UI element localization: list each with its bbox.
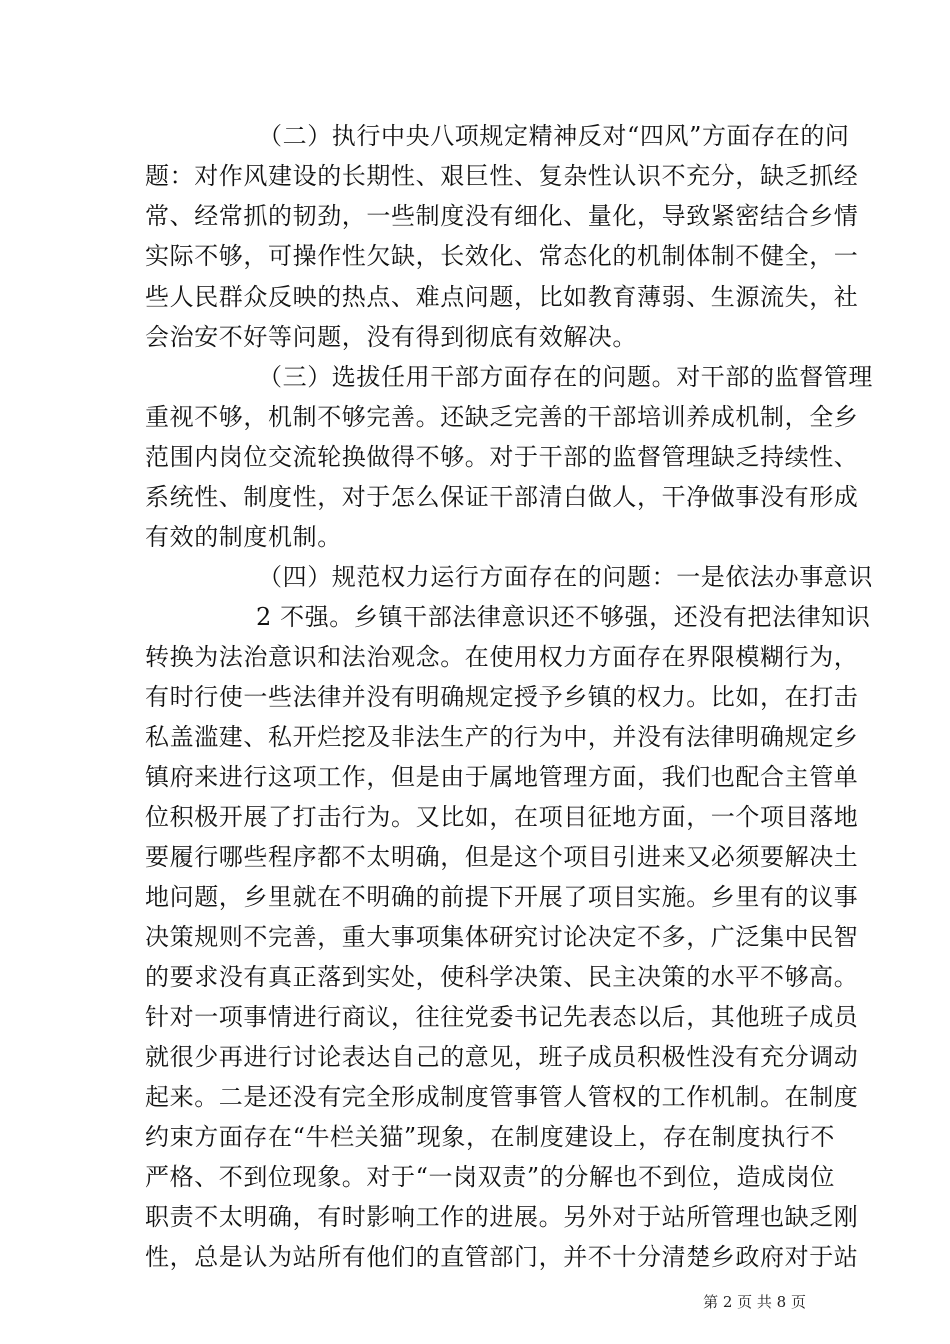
- text-line: 重视不够，机制不够完善。还缺乏完善的干部培训养成机制，全乡: [145, 403, 859, 431]
- text-line: 实际不够，可操作性欠缺，长效化、常态化的机制体制不健全，一: [145, 242, 859, 270]
- text-line: 会治安不好等问题，没有得到彻底有效解决。: [145, 323, 637, 351]
- text-line: 就很少再进行讨论表达自己的意见，班子成员积极性没有充分调动: [145, 1043, 859, 1071]
- text-line: （四）规范权力运行方面存在的问题：一是依法办事意识: [258, 563, 873, 591]
- text-line: 性，总是认为站所有他们的直管部门，并不十分清楚乡政府对于站: [145, 1243, 859, 1271]
- text-line: 约束方面存在“牛栏关猫”现象，在制度建设上，存在制度执行不: [145, 1123, 835, 1151]
- text-line: （三）选拔任用干部方面存在的问题。对干部的监督管理: [258, 363, 873, 391]
- text-line: 系统性、制度性，对于怎么保证干部清白做人，干净做事没有形成: [145, 483, 859, 511]
- text-line: 位积极开展了打击行为。又比如，在项目征地方面，一个项目落地: [145, 803, 859, 831]
- text-line: （二）执行中央八项规定精神反对“四风”方面存在的问: [258, 122, 850, 150]
- text-line: 转换为法治意识和法治观念。在使用权力方面存在界限模糊行为，: [145, 643, 859, 671]
- text-line: 题：对作风建设的长期性、艰巨性、复杂性认识不充分，缺乏抓经: [145, 162, 859, 190]
- text-line: 常、经常抓的韧劲，一些制度没有细化、量化，导致紧密结合乡情: [145, 202, 859, 230]
- text-line: 范围内岗位交流轮换做得不够。对于干部的监督管理缺乏持续性、: [145, 443, 859, 471]
- text-line: 职责不太明确，有时影响工作的进展。另外对于站所管理也缺乏刚: [145, 1203, 859, 1231]
- text-line: 镇府来进行这项工作，但是由于属地管理方面，我们也配合主管单: [145, 763, 859, 791]
- text-line: 针对一项事情进行商议，往往党委书记先表态以后，其他班子成员: [145, 1003, 859, 1031]
- text-line: 地问题，乡里就在不明确的前提下开展了项目实施。乡里有的议事: [145, 883, 859, 911]
- page-number: 第 2 页 共 8 页: [703, 1293, 806, 1311]
- text-line: 起来。二是还没有完全形成制度管事管人管权的工作机制。在制度: [145, 1083, 859, 1111]
- text-line: 些人民群众反映的热点、难点问题，比如教育薄弱、生源流失，社: [145, 283, 859, 311]
- text-line: 有效的制度机制。: [145, 523, 342, 551]
- text-line: 的要求没有真正落到实处，使科学决策、民主决策的水平不够高。: [145, 963, 859, 991]
- text-line: 决策规则不完善，重大事项集体研究讨论决定不多，广泛集中民智: [145, 923, 859, 951]
- text-line: 要履行哪些程序都不太明确，但是这个项目引进来又必须要解决土: [145, 843, 859, 871]
- text-line: 2 不强。乡镇干部法律意识还不够强，还没有把法律知识: [256, 603, 871, 631]
- text-line: 有时行使一些法律并没有明确规定授予乡镇的权力。比如，在打击: [145, 683, 859, 711]
- text-line: 严格、不到位现象。对于“一岗双责”的分解也不到位，造成岗位: [145, 1163, 835, 1191]
- text-line: 私盖滥建、私开烂挖及非法生产的行为中，并没有法律明确规定乡: [145, 723, 859, 751]
